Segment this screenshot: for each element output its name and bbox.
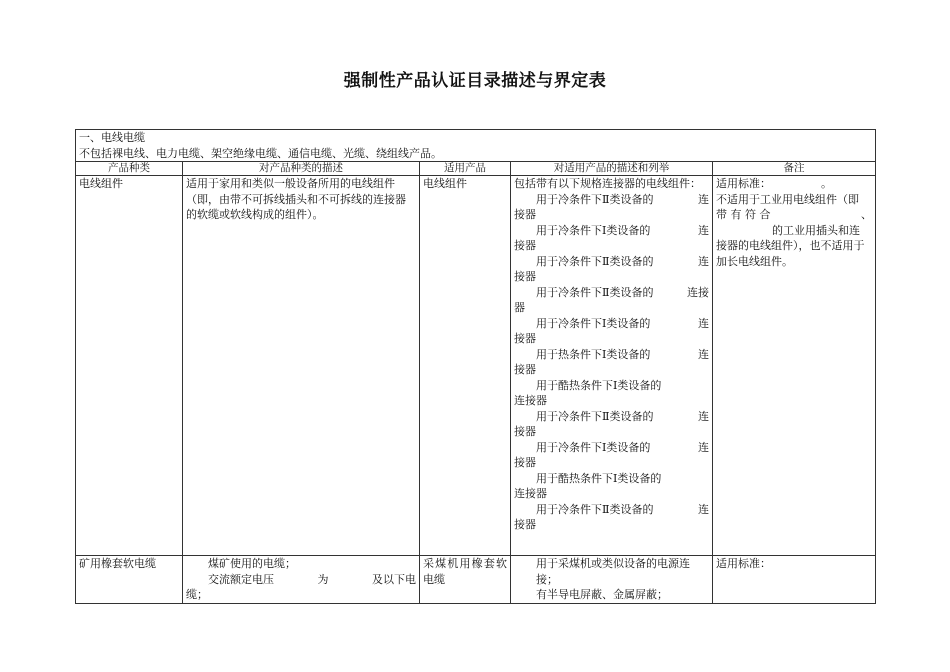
list-item-text: 用于冷条件下Ⅱ类设备的 [536, 502, 654, 516]
list-item-text: 用于冷条件下Ⅰ类设备的 [536, 316, 651, 330]
product-cell: 电线组件 [420, 176, 511, 556]
list-item [514, 440, 709, 471]
item-line: 用于采煤机或类似设备的电源连接； [536, 557, 690, 586]
category-cell: 矿用橡套软电缆 [76, 556, 183, 604]
list-item-text: 连 [698, 316, 709, 330]
catalog-table [75, 129, 876, 604]
list-item [514, 378, 709, 409]
list-item [514, 285, 709, 316]
list-item-text: 用于冷条件下Ⅰ类设备的 [536, 223, 651, 237]
desc-part: 及以下电 [372, 572, 416, 586]
list-item-text: 用于酷热条件下Ⅰ类设备的 [536, 471, 662, 485]
list-item [514, 223, 709, 254]
list-item-text: 接器 [514, 332, 536, 345]
remark-standard-end: 。 [821, 177, 832, 190]
column-header-row [76, 162, 876, 176]
list-item-text: 用于冷条件下Ⅰ类设备的 [536, 440, 651, 454]
items-cell [511, 556, 713, 604]
list-item-line [514, 471, 709, 487]
col-header-product: 适用产品 [420, 162, 511, 176]
list-item-text: 用于酷热条件下Ⅰ类设备的 [536, 378, 662, 392]
table-row [76, 556, 876, 604]
section-note: 不包括裸电线、电力电缆、架空绝缘电缆、通信电缆、光缆、绕组线产品。 [79, 146, 442, 160]
list-item-line [514, 502, 709, 518]
list-item-text: 用于冷条件下Ⅱ类设备的 [536, 409, 654, 423]
list-item-text: 接器 [514, 363, 536, 376]
list-item-line [514, 378, 709, 394]
list-item [514, 254, 709, 285]
remark-line [716, 207, 872, 223]
list-item-line [514, 316, 709, 332]
list-item-line [514, 285, 709, 301]
section-header [76, 130, 876, 162]
col-header-items: 对适用产品的描述和列举 [511, 162, 713, 176]
desc-line [186, 572, 416, 588]
list-item-text: 用于冷条件下Ⅱ类设备的 [536, 254, 654, 268]
list-item-text: 连接器 [514, 487, 547, 500]
remark-line-part: 带 有 符 合 [716, 208, 771, 221]
list-item-text: 连 [698, 347, 709, 361]
list-item-text: 用于冷条件下Ⅱ类设备的 [536, 192, 654, 206]
col-header-remark: 备注 [713, 162, 876, 176]
section-heading: 一、电线电缆 [79, 131, 145, 144]
item-line: 有半导电屏蔽、金属屏蔽； [536, 588, 668, 601]
list-item-text: 用于热条件下Ⅰ类设备的 [536, 347, 651, 361]
category-cell: 电线组件 [76, 176, 183, 556]
list-item-line [514, 440, 709, 456]
table-row [76, 176, 876, 556]
desc-part: 交流额定电压 [208, 572, 274, 586]
product-cell: 采煤机用橡套软电缆 [420, 556, 511, 604]
list-item-text: 连 [698, 192, 709, 206]
remark-line: 不适用于工业用电线组件（即 [716, 192, 859, 206]
desc-line: 煤矿使用的电缆； [208, 557, 296, 570]
list-item-line [514, 409, 709, 425]
remark-standard-label: 适用标准： [716, 177, 771, 190]
list-item-text: 连 [698, 502, 709, 516]
list-item-text: 接器 [514, 425, 536, 438]
remark-cell: 适用标准： [713, 556, 876, 604]
list-item [514, 502, 709, 533]
description-cell: 适用于家用和类似一般设备所用的电线组件（即，由带不可拆线插头和不可拆线的连接器的软缆或软线构成的组件）。 [183, 176, 420, 556]
list-item-text: 接器 [514, 456, 536, 469]
remark-line: 接器的电线组件），也不适用于加长电线组件。 [716, 239, 865, 268]
list-item [514, 316, 709, 347]
list-item-text: 连 [698, 254, 709, 268]
list-item-text: 接器 [514, 270, 536, 283]
page-title: 强制性产品认证目录描述与界定表 [343, 71, 607, 91]
items-cell [511, 176, 713, 556]
items-intro: 包括带有以下规格连接器的电线组件： [514, 177, 701, 190]
list-item-text: 接器 [514, 208, 536, 221]
list-item-text: 连接 [687, 285, 709, 299]
col-header-description: 对产品种类的描述 [183, 162, 420, 176]
list-item-text: 用于冷条件下Ⅱ类设备的 [536, 285, 654, 299]
remark-standard [716, 176, 872, 192]
list-item-line [514, 254, 709, 270]
description-cell [183, 556, 420, 604]
list-item [514, 192, 709, 223]
list-item-text: 器 [514, 301, 525, 314]
col-header-category: 产品种类 [76, 162, 183, 176]
section-header-row [76, 130, 876, 162]
desc-line: 缆； [186, 588, 208, 601]
list-item-text: 连 [698, 223, 709, 237]
list-item-line [514, 223, 709, 239]
list-item-text: 接器 [514, 239, 536, 252]
desc-part: 为 [317, 572, 329, 586]
list-item [514, 471, 709, 502]
list-item-text: 接器 [514, 518, 536, 531]
list-item-text: 连接器 [514, 394, 547, 407]
remark-cell [713, 176, 876, 556]
list-item-line [514, 347, 709, 363]
remark-line: 的工业用插头和连 [772, 223, 860, 237]
list-item-line [514, 192, 709, 208]
list-item-text: 连 [698, 409, 709, 423]
remark-line-part: 、 [861, 208, 872, 221]
list-item-text: 连 [698, 440, 709, 454]
list-item [514, 347, 709, 378]
list-item [514, 409, 709, 440]
items-list [514, 192, 709, 533]
